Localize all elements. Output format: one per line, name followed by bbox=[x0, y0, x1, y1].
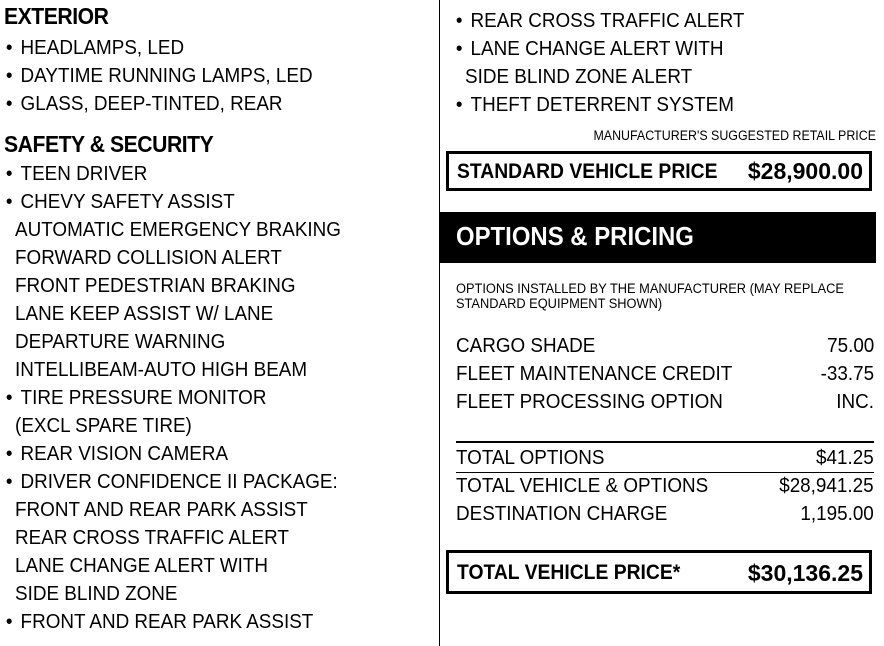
exterior-item: • HEADLAMPS, LED bbox=[4, 34, 184, 62]
option-name: FLEET MAINTENANCE CREDIT bbox=[456, 362, 733, 385]
right-feature-item: SIDE BLIND ZONE ALERT bbox=[465, 65, 693, 88]
safety-item: FRONT PEDESTRIAN BRAKING bbox=[15, 274, 296, 297]
right-feature-item: • LANE CHANGE ALERT WITH bbox=[454, 35, 723, 63]
safety-item: DEPARTURE WARNING bbox=[15, 330, 226, 353]
option-row bbox=[456, 332, 874, 360]
total-name: TOTAL VEHICLE & OPTIONS bbox=[456, 474, 709, 497]
total-value: $41.25 bbox=[816, 446, 874, 469]
safety-item: AUTOMATIC EMERGENCY BRAKING bbox=[15, 218, 341, 241]
exterior-heading: EXTERIOR bbox=[4, 3, 109, 29]
total-value: $28,941.25 bbox=[779, 474, 874, 497]
total-name: DESTINATION CHARGE bbox=[456, 502, 668, 525]
safety-item: • TIRE PRESSURE MONITOR bbox=[4, 384, 266, 412]
safety-item: INTELLIBEAM-AUTO HIGH BEAM bbox=[15, 358, 308, 381]
total-row bbox=[456, 472, 874, 500]
safety-item: REAR CROSS TRAFFIC ALERT bbox=[15, 526, 289, 549]
safety-item: • FRONT AND REAR PARK ASSIST bbox=[4, 608, 313, 636]
options-header bbox=[440, 212, 876, 263]
option-row bbox=[456, 360, 874, 388]
option-price: INC. bbox=[836, 390, 874, 413]
option-row bbox=[456, 388, 874, 416]
column-divider bbox=[439, 0, 440, 646]
safety-item: LANE KEEP ASSIST W/ LANE bbox=[15, 302, 274, 325]
options-note: OPTIONS INSTALLED BY THE MANUFACTURER (MAY REPLACE STANDARD EQUIPMENT SHOWN) bbox=[456, 281, 844, 311]
standard-price-value: $28,900.00 bbox=[747, 158, 863, 184]
right-feature-item: • THEFT DETERRENT SYSTEM bbox=[454, 91, 734, 119]
option-name: FLEET PROCESSING OPTION bbox=[456, 390, 723, 413]
safety-item: • TEEN DRIVER bbox=[4, 160, 147, 188]
right-feature-item: • REAR CROSS TRAFFIC ALERT bbox=[454, 7, 744, 35]
option-price: 75.00 bbox=[826, 334, 874, 357]
safety-item: • CHEVY SAFETY ASSIST bbox=[4, 188, 235, 216]
msrp-label: MANUFACTURER'S SUGGESTED RETAIL PRICE bbox=[593, 128, 876, 143]
safety-item: • REAR VISION CAMERA bbox=[4, 440, 228, 468]
exterior-item: • DAYTIME RUNNING LAMPS, LED bbox=[4, 62, 313, 90]
safety-item: FORWARD COLLISION ALERT bbox=[15, 246, 282, 269]
option-name: CARGO SHADE bbox=[456, 334, 596, 357]
option-price: -33.75 bbox=[820, 362, 874, 385]
safety-item: LANE CHANGE ALERT WITH bbox=[15, 554, 268, 577]
total-name: TOTAL OPTIONS bbox=[456, 446, 605, 469]
total-price-box bbox=[446, 550, 872, 594]
options-header-title: OPTIONS & PRICING bbox=[456, 221, 694, 251]
total-price-value: $30,136.25 bbox=[747, 560, 863, 586]
safety-heading: SAFETY & SECURITY bbox=[4, 131, 214, 157]
total-row bbox=[456, 444, 874, 472]
standard-price-label: STANDARD VEHICLE PRICE bbox=[457, 160, 718, 183]
safety-item: FRONT AND REAR PARK ASSIST bbox=[15, 498, 308, 521]
totals-rule bbox=[456, 441, 874, 443]
total-value: 1,195.00 bbox=[800, 502, 874, 525]
safety-item: • DRIVER CONFIDENCE II PACKAGE: bbox=[4, 468, 338, 496]
exterior-item: • GLASS, DEEP-TINTED, REAR bbox=[4, 90, 283, 118]
safety-item: (EXCL SPARE TIRE) bbox=[15, 414, 192, 437]
total-row bbox=[456, 500, 874, 528]
standard-price-box bbox=[446, 151, 872, 191]
safety-item: SIDE BLIND ZONE bbox=[15, 582, 178, 605]
total-price-label: TOTAL VEHICLE PRICE* bbox=[457, 561, 681, 584]
